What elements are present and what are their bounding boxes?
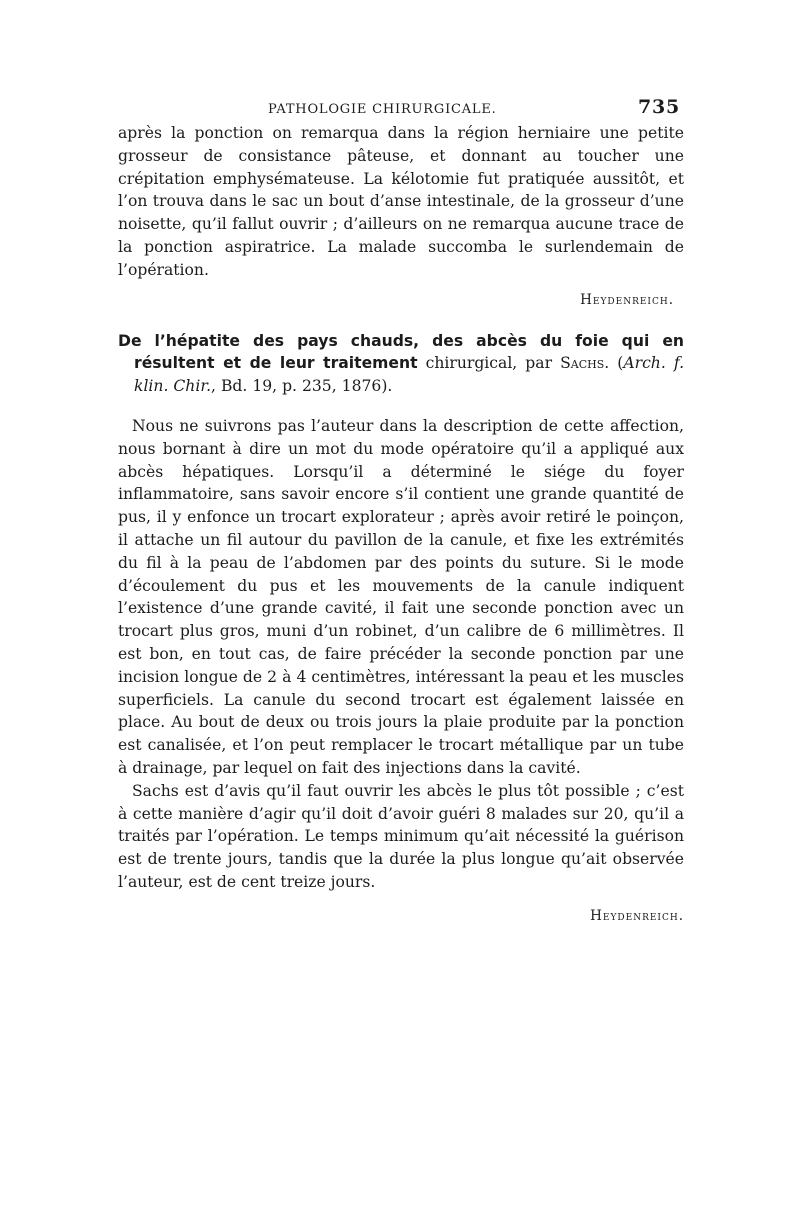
- page-number: 735: [637, 96, 680, 118]
- book-page: [118, 92, 684, 924]
- continued-paragraph: après la ponction on remarqua dans la région herniaire une petite grosseur de consistance pâteuse, et donnant au toucher une crépitation emphysémateuse. La kélotomie fut pratiquée aussitôt, et l’on trouva dans le sac un bout d’anse intestinale, de la grosseur d’une noisette, qu’il fallut ouvrir ; d’ailleurs on ne remarqua aucune trace de la ponction aspiratrice. La malade succomba le surlendemain de l’opération.: [118, 124, 684, 279]
- article-paragraph-1: Nous ne suivrons pas l’auteur dans la description de cette affection, nous bornant à dire un mot du mode opératoire qu’il a appliqué aux abcès hépatiques. Lorsqu’il a déterminé le siége du foyer inflammatoire, sans savoir encore s’il contient une grande quantité de pus, il y enfonce un trocart explorateur ; après avoir retiré le poinçon, il attache un fil autour du pavillon de la canule, et fixe les extrémités du fil à la peau de l’abdomen par des points du suture. Si le mode d’écoulement du pus et les mouvements de la canule indiquent l’existence d’une grande cavité, il fait une seconde ponction avec un trocart plus gros, muni d’un robinet, d’un calibre de 6 millimètres. Il est bon, en tout cas, de faire précéder la seconde ponction par une incision longue de 2 à 4 centimètres, intéressant la peau et les muscles superficiels. La canule du second trocart est également laissée en place. Au bout de deux ou trois jours la plaie produite par la ponction est canalisée, et l’on peut remplacer le trocart métallique par un tube à drainage, par lequel on fait des injections dans la cavité.: [118, 417, 684, 778]
- article-paragraph-2: Sachs est d’avis qu’il faut ouvrir les abcès le plus tôt possible ; c’est à cette manière d’agir qu’il doit d’avoir guéri 8 malades sur 20, qu’il a traités par l’opération. Le temps minimum qu’ait nécessité la guérison est de trente jours, tandis que la durée la plus longue qu’ait observée l’auteur, est de cent treize jours.: [118, 781, 684, 892]
- article-title-plain-1: chirurgical, par: [417, 354, 561, 373]
- signature-heydenreich-1: Heydenreich.: [580, 291, 674, 308]
- running-header: [118, 92, 684, 122]
- article-author: Sachs: [560, 354, 605, 373]
- article-journal: Arch. f. klin. Chir.: [134, 354, 685, 395]
- article-title: [118, 330, 684, 398]
- article-citation: , Bd. 19, p. 235, 1876).: [211, 376, 393, 395]
- running-title: PATHOLOGIE CHIRURGICALE.: [268, 102, 497, 117]
- signature-heydenreich-2: Heydenreich.: [590, 907, 684, 924]
- article-title-bold: De l’hépatite des pays chauds, des abcès du foie qui en résultent et de leur traitement: [118, 331, 684, 373]
- article-title-plain-2: . (: [604, 354, 624, 373]
